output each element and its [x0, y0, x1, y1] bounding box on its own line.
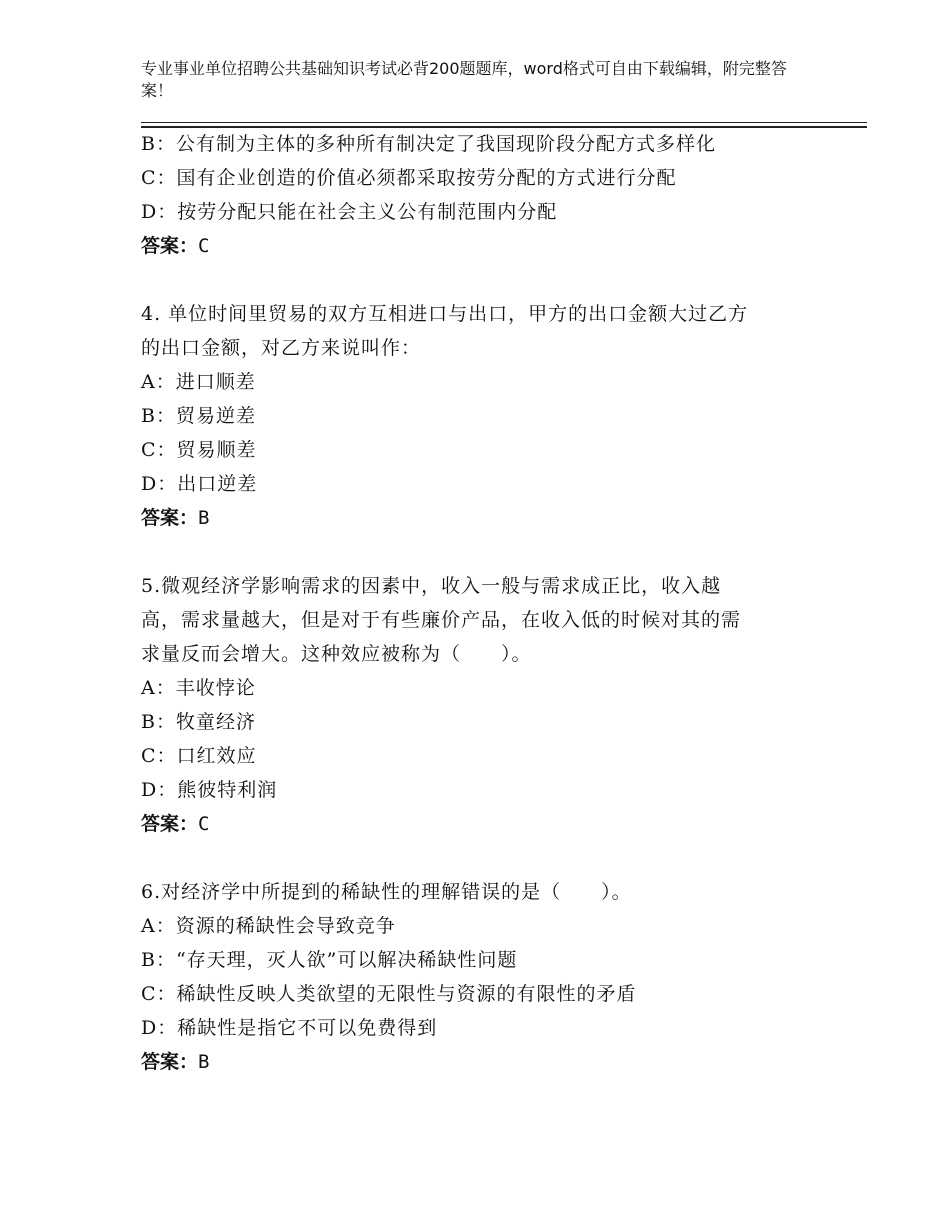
q4-option-c: C：贸易顺差	[141, 439, 257, 461]
q6-stem-line-1: 6.对经济学中所提到的稀缺性的理解错误的是（ ）。	[141, 881, 632, 903]
q4-answer-value: B	[198, 507, 210, 529]
q4-option-d: D：出口逆差	[141, 473, 258, 495]
q5-stem-line-3: 求量反而会增大。这种效应被称为（ ）。	[141, 643, 532, 665]
q5-answer	[141, 807, 841, 841]
q5-stem-line-2: 高，需求量越大，但是对于有些廉价产品，在收入低的时候对其的需	[141, 609, 742, 631]
q6-answer	[141, 1045, 841, 1079]
q3-answer	[141, 229, 841, 263]
q5-option-b: B：牧童经济	[141, 711, 256, 733]
q5-option-d: D：熊彼特利润	[141, 779, 278, 801]
q3-option-c: C：国有企业创造的价值必须都采取按劳分配的方式进行分配	[141, 167, 677, 189]
q6-option-b: B：“存天理，灭人欲”可以解决稀缺性问题	[141, 949, 518, 971]
header-title: 专业事业单位招聘公共基础知识考试必背200题题库，word格式可自由下载编辑，附完整答案！	[141, 59, 787, 100]
q3-option-b: B：公有制为主体的多种所有制决定了我国现阶段分配方式多样化	[141, 133, 716, 155]
answer-label: 答案：	[141, 507, 199, 529]
header-rule-thin	[141, 122, 867, 123]
spacer	[141, 263, 841, 297]
q5-option-c: C：口红效应	[141, 745, 257, 767]
spacer	[141, 841, 841, 875]
q6-answer-value: B	[198, 1051, 210, 1073]
spacer	[141, 535, 841, 569]
q4-stem-line-2: 的出口金额，对乙方来说叫作：	[141, 337, 422, 359]
answer-label: 答案：	[141, 1051, 199, 1073]
q6-option-d: D：稀缺性是指它不可以免费得到	[141, 1017, 438, 1039]
q4-option-b: B：贸易逆差	[141, 405, 256, 427]
q4-answer	[141, 501, 841, 535]
question-content	[141, 127, 841, 1079]
q5-stem-line-1: 5.微观经济学影响需求的因素中，收入一般与需求成正比，收入越	[141, 575, 722, 597]
q6-option-c: C：稀缺性反映人类欲望的无限性与资源的有限性的矛盾	[141, 983, 637, 1005]
q5-option-a: A：丰收悖论	[141, 677, 256, 699]
q6-option-a: A：资源的稀缺性会导致竞争	[141, 915, 396, 937]
answer-label: 答案：	[141, 813, 199, 835]
q4-stem-line-1: 4. 单位时间里贸易的双方互相进口与出口，甲方的出口金额大过乙方	[141, 303, 749, 325]
q3-option-d: D：按劳分配只能在社会主义公有制范围内分配	[141, 201, 558, 223]
q5-answer-value: C	[198, 813, 210, 835]
q3-answer-value: C	[198, 235, 210, 257]
q4-option-a: A：进口顺差	[141, 371, 256, 393]
answer-label: 答案：	[141, 235, 199, 257]
